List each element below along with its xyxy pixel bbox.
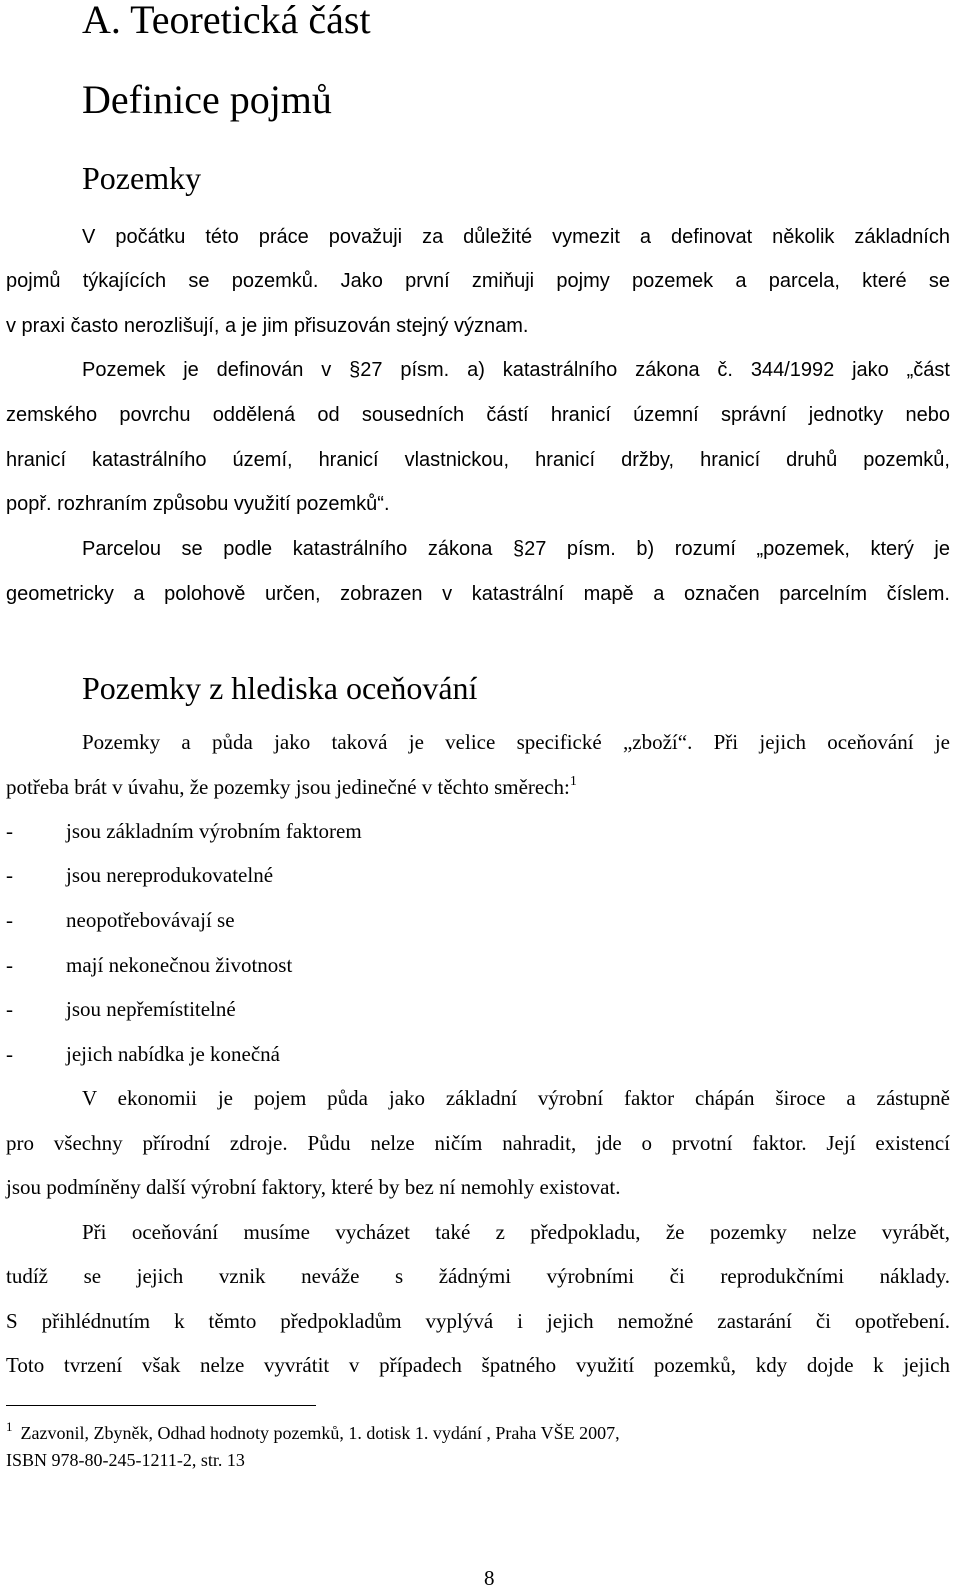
footnote-separator <box>6 1405 316 1406</box>
paragraph-line: S přihlédnutím k těmto předpokladům vyplývá i jejich nemožné zastarání či opotřebení. <box>6 1309 950 1333</box>
paragraph-line: V ekonomii je pojem půda jako základní výrobní faktor chápán široce a zástupně <box>82 1086 950 1110</box>
list-item <box>6 861 273 889</box>
paragraph-line: Parcelou se podle katastrálního zákona §27 písm. b) rozumí „pozemek, který je <box>82 538 950 560</box>
paragraph-line: zemského povrchu oddělená od sousedních částí hranicí územní správní jednotky nebo <box>6 404 950 426</box>
paragraph-line: Pozemek je definován v §27 písm. a) katastrálního zákona č. 344/1992 jako „část <box>82 359 950 381</box>
section-heading-pozemky: Pozemky <box>82 160 202 196</box>
paragraph-line: jsou podmíněny další výrobní faktory, které by bez ní nemohly existovat. <box>6 1175 621 1199</box>
paragraph-line: v praxi často nerozlišují, a je jim přisuzován stejný význam. <box>6 315 529 337</box>
paragraph-line: Pozemky a půda jako taková je velice specifické „zboží“. Při jejich oceňování je <box>82 730 950 754</box>
list-item-text: mají nekonečnou životnost <box>66 953 293 977</box>
list-item <box>6 995 236 1023</box>
paragraph-line: tudíž se jejich vznik neváže s žádnými výrobními či reprodukčními náklady. <box>6 1264 950 1288</box>
paragraph-line-with-footnote <box>6 773 950 801</box>
footnote-line: ISBN 978-80-245-1211-2, str. 13 <box>6 1450 245 1470</box>
list-item-text: jsou nepřemístitelné <box>66 997 236 1021</box>
list-dash: - <box>6 1042 13 1066</box>
list-dash: - <box>6 863 13 887</box>
list-item-text: jejich nabídka je konečná <box>66 1042 280 1066</box>
paragraph-line: pro všechny přírodní zdroje. Půdu nelze ničím nahradit, jde o prvotní faktor. Její existencí <box>6 1131 950 1155</box>
footnote-line <box>6 1421 620 1445</box>
list-item-text: jsou nereprodukovatelné <box>66 863 274 887</box>
paragraph-line: popř. rozhraním způsobu využití pozemků“. <box>6 493 390 515</box>
part-heading: A. Teoretická část <box>82 0 371 42</box>
paragraph-line: Při oceňování musíme vycházet také z předpokladu, že pozemky nelze vyrábět, <box>82 1220 950 1244</box>
list-item <box>6 817 362 845</box>
page-number: 8 <box>484 1566 495 1590</box>
list-item <box>6 951 292 979</box>
list-item-text: neopotřebovávají se <box>66 908 235 932</box>
list-item <box>6 906 235 934</box>
paragraph-text: potřeba brát v úvahu, že pozemky jsou jedinečné v těchto směrech: <box>6 775 570 799</box>
list-dash: - <box>6 819 13 843</box>
chapter-heading: Definice pojmů <box>82 77 332 122</box>
list-item <box>6 1040 280 1068</box>
footnote-number: 1 <box>6 1419 13 1434</box>
list-item-text: jsou základním výrobním faktorem <box>66 819 362 843</box>
paragraph-line: Toto tvrzení však nelze vyvrátit v případech špatného využití pozemků, kdy dojde k jejich <box>6 1353 950 1377</box>
list-dash: - <box>6 908 13 932</box>
paragraph-line: V počátku této práce považuji za důležité vymezit a definovat několik základních <box>82 226 950 248</box>
paragraph-line: geometricky a polohově určen, zobrazen v katastrální mapě a označen parcelním číslem. <box>6 583 950 605</box>
section-heading-ocenovani: Pozemky z hlediska oceňování <box>82 670 478 706</box>
paragraph-line: pojmů týkajících se pozemků. Jako první zmiňuji pojmy pozemek a parcela, které se <box>6 270 950 292</box>
footnote-reference: 1 <box>569 774 577 789</box>
list-dash: - <box>6 997 13 1021</box>
footnote-text: Zazvonil, Zbyněk, Odhad hodnoty pozemků, 1. dotisk 1. vydání , Praha VŠE 2007, <box>20 1423 620 1443</box>
paragraph-line: hranicí katastrálního území, hranicí vlastnickou, hranicí držby, hranicí druhů pozemků, <box>6 449 950 471</box>
list-dash: - <box>6 953 13 977</box>
